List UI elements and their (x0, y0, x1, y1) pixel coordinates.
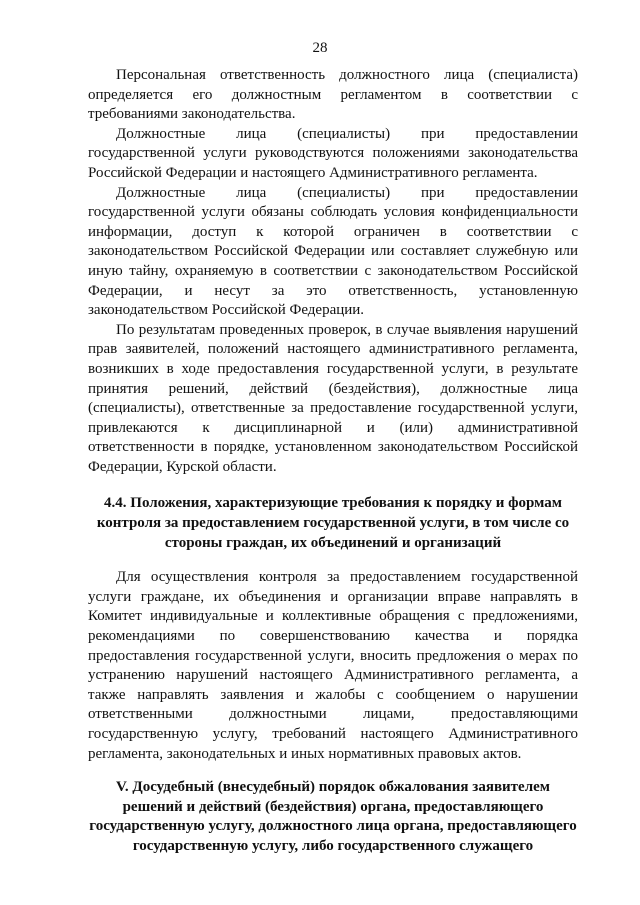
paragraph-confidentiality: Должностные лица (специалисты) при предоставлении государственной услуги обязаны соблюдать условия конфиденциальности информации, доступ к которой ограничен в соответствии с законодательством Российской Федерации или составляет служебную или иную тайну, охраняемую в соответствии с законодательством Российской Федерации, и несут за это ответственность, установленную законодательством Российской Федерации. (88, 184, 578, 319)
section-heading-5: V. Досудебный (внесудебный) порядок обжалования заявителем решений и действий (бездействия) органа, предоставляющего государственную услугу, должностного лица органа, предоставляющего государственную услугу, либо государственного служащего (89, 779, 577, 854)
page-number: 28 (312, 40, 328, 56)
paragraph-legislation-guidance: Должностные лица (специалисты) при предоставлении государственной услуги руководствуются положениями законодательства Российской Федерации и настоящего Административного регламента. (88, 125, 578, 181)
paragraph-personal-responsibility: Персональная ответственность должностного лица (специалиста) определяется его должностным регламентом в соответствии с требованиями законодательства. (88, 67, 578, 123)
paragraph-citizen-control: Для осуществления контроля за предоставлением государственной услуги граждане, их объединения и организации вправе направлять в Комитет индивидуальные и коллективные обращения с предложениями, рекомендациями по совершенствованию качества и порядка предоставления государственной услуги, вносить предложения о мерах по устранению нарушений настоящего Административного регламента, а также направлять заявления и жалобы с сообщением о нарушении ответственными должностными лицами, предоставляющими государственную услугу, требований настоящего Административного регламента, законодательных и иных нормативных правовых актов. (88, 569, 578, 762)
paragraph-inspection-results: По результатам проведенных проверок, в случае выявления нарушений прав заявителей, положений настоящего административного регламента, возникших в ходе предоставления государственной услуги, в результате принятия решений, действий (бездействия), должностные лица (специалисты), ответственные за предоставление государственной услуги, привлекаются к дисциплинарной и (или) административной ответственности в порядке, установленном законодательством Российской Федерации, Курской области. (88, 321, 578, 475)
section-heading-4-4: 4.4. Положения, характеризующие требования к порядку и формам контроля за предоставлением государственной услуги, в том числе со стороны граждан, их объединений и организаций (96, 495, 570, 551)
document-body (88, 66, 578, 857)
